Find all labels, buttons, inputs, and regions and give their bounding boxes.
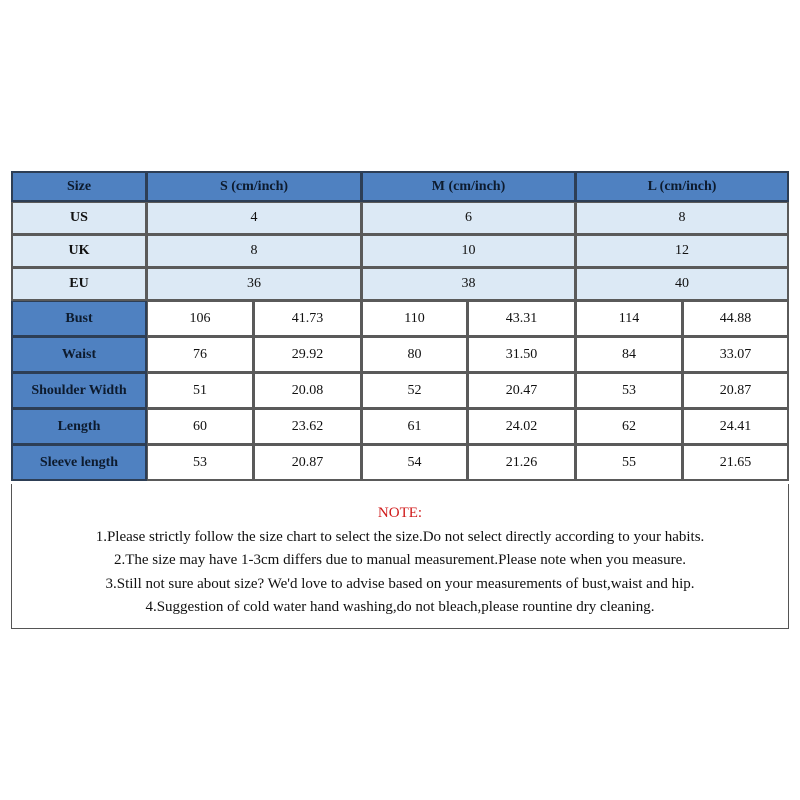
cell: 114 [576,301,683,337]
row-shoulder-width [11,373,789,409]
cell: 31.50 [468,337,576,373]
cell: 41.73 [254,301,362,337]
note-line-4: 4.Suggestion of cold water hand washing,do not bleach,please rountine dry cleaning. [145,599,655,615]
cell: 62 [576,409,683,445]
row-label-waist: Waist [11,337,147,373]
cell: 12 [576,235,789,268]
cell: 51 [147,373,254,409]
row-eu [11,268,789,301]
cell: 53 [576,373,683,409]
cell: 38 [362,268,576,301]
cell: 84 [576,337,683,373]
header-size-s: S (cm/inch) [147,171,362,202]
cell: 24.02 [468,409,576,445]
cell: 20.08 [254,373,362,409]
header-size-m: M (cm/inch) [362,171,576,202]
row-label-us: US [11,202,147,235]
note-box [11,484,789,629]
row-label-bust: Bust [11,301,147,337]
cell: 54 [362,445,468,481]
cell: 20.87 [254,445,362,481]
row-uk [11,235,789,268]
row-label-sleeve-length: Sleeve length [11,445,147,481]
row-label-length: Length [11,409,147,445]
cell: 76 [147,337,254,373]
cell: 6 [362,202,576,235]
cell: 110 [362,301,468,337]
note-line-3: 3.Still not sure about size? We'd love to advise based on your measurements of bust,waist and hip. [105,575,695,592]
row-label-uk: UK [11,235,147,268]
cell: 40 [576,268,789,301]
cell: 23.62 [254,409,362,445]
row-label-shoulder-width: Shoulder Width [11,373,147,409]
cell: 10 [362,235,576,268]
cell: 61 [362,409,468,445]
row-sleeve-length [11,445,789,481]
row-us [11,202,789,235]
cell: 24.41 [683,409,789,445]
cell: 20.87 [683,373,789,409]
cell: 8 [147,235,362,268]
cell: 53 [147,445,254,481]
header-size-label: Size [11,171,147,202]
cell: 21.26 [468,445,576,481]
cell: 33.07 [683,337,789,373]
header-size-l: L (cm/inch) [576,171,789,202]
note-line-1: 1.Please strictly follow the size chart to select the size.Do not select directly according to your habits. [95,528,705,545]
cell: 8 [576,202,789,235]
cell: 43.31 [468,301,576,337]
cell: 4 [147,202,362,235]
note-title: NOTE: [377,505,423,521]
cell: 55 [576,445,683,481]
row-waist [11,337,789,373]
cell: 106 [147,301,254,337]
note-line-2: 2.The size may have 1-3cm differs due to manual measurement.Please note when you measure. [113,552,687,568]
cell: 44.88 [683,301,789,337]
cell: 21.65 [683,445,789,481]
row-bust [11,301,789,337]
cell: 29.92 [254,337,362,373]
header-row [11,171,789,202]
cell: 60 [147,409,254,445]
cell: 36 [147,268,362,301]
cell: 52 [362,373,468,409]
cell: 80 [362,337,468,373]
cell: 20.47 [468,373,576,409]
size-chart-table [11,171,789,481]
row-label-eu: EU [11,268,147,301]
row-length [11,409,789,445]
